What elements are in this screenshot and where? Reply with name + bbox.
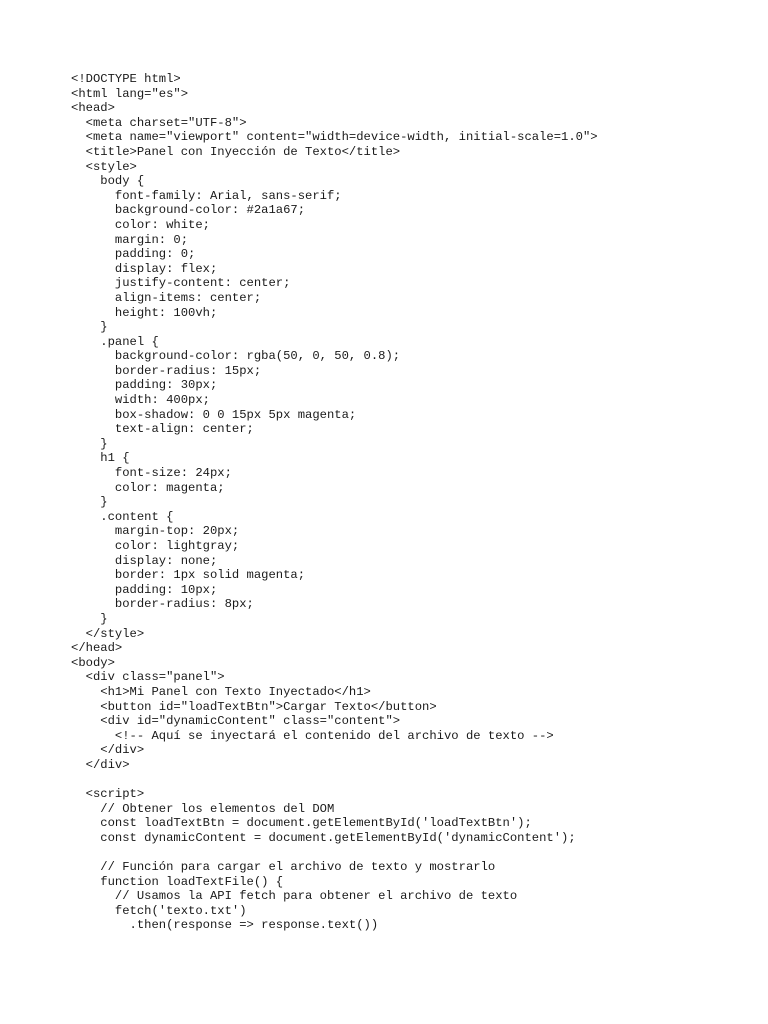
- code-line: border-radius: 15px;: [71, 363, 262, 378]
- code-line: <script>: [71, 787, 145, 802]
- code-line: <h1>Mi Panel con Texto Inyectado</h1>: [71, 684, 371, 699]
- code-line: margin: 0;: [71, 232, 189, 247]
- code-line: padding: 30px;: [71, 378, 218, 393]
- code-line: border-radius: 8px;: [71, 597, 254, 612]
- code-line: color: lightgray;: [71, 539, 240, 553]
- code-line: }: [71, 611, 108, 626]
- code-line: align-items: center;: [71, 290, 262, 305]
- code-line: function loadTextFile() {: [71, 874, 284, 889]
- code-line: display: none;: [71, 553, 218, 568]
- code-line: padding: 10px;: [71, 582, 218, 597]
- code-line: padding: 0;: [71, 247, 196, 262]
- code-listing: [71, 72, 751, 933]
- code-line: [71, 773, 751, 788]
- code-line: <title>Panel con Inyección de Texto</title>: [71, 144, 401, 159]
- code-line: <div id="dynamicContent" class="content">: [71, 714, 401, 729]
- code-line: [71, 845, 751, 860]
- code-line: background-color: #2a1a67;: [71, 203, 306, 218]
- code-line: .panel {: [71, 334, 159, 349]
- code-line: </style>: [71, 626, 145, 641]
- code-line: <!DOCTYPE html>: [71, 72, 181, 86]
- code-line: color: white;: [71, 217, 210, 232]
- code-line: <html lang="es">: [71, 86, 189, 101]
- code-line: const dynamicContent = document.getElementById('dynamicContent');: [71, 830, 576, 845]
- code-line: font-family: Arial, sans-serif;: [71, 188, 342, 203]
- code-line: width: 400px;: [71, 393, 210, 408]
- code-line: body {: [71, 174, 145, 189]
- code-line: .then(response => response.text()): [71, 918, 379, 933]
- code-line: .content {: [71, 509, 174, 524]
- code-line: <meta charset="UTF-8">: [71, 115, 247, 130]
- code-line: </div>: [71, 743, 145, 758]
- code-line: margin-top: 20px;: [71, 524, 240, 539]
- code-line: <head>: [71, 101, 115, 116]
- code-line: <style>: [71, 159, 137, 174]
- code-line: color: magenta;: [71, 480, 225, 495]
- code-line: background-color: rgba(50, 0, 50, 0.8);: [71, 349, 401, 364]
- code-line: h1 {: [71, 451, 130, 466]
- code-line: <button id="loadTextBtn">Cargar Texto</button>: [71, 699, 437, 714]
- code-line: text-align: center;: [71, 422, 254, 437]
- code-line: }: [71, 495, 108, 510]
- code-line: border: 1px solid magenta;: [71, 568, 306, 583]
- code-line: justify-content: center;: [71, 276, 291, 291]
- code-line: const loadTextBtn = document.getElementById('loadTextBtn');: [71, 816, 532, 831]
- code-line: <div class="panel">: [71, 670, 225, 685]
- code-line: font-size: 24px;: [71, 466, 232, 481]
- code-line: // Obtener los elementos del DOM: [71, 801, 335, 816]
- code-line: // Usamos la API fetch para obtener el archivo de texto: [71, 889, 518, 904]
- code-line: display: flex;: [71, 261, 218, 276]
- code-line: <body>: [71, 655, 115, 670]
- code-line: height: 100vh;: [71, 305, 218, 320]
- code-line: </head>: [71, 641, 123, 656]
- code-line: <!-- Aquí se inyectará el contenido del archivo de texto -->: [71, 728, 554, 743]
- code-line: </div>: [71, 757, 130, 772]
- code-line: }: [71, 320, 108, 335]
- code-line: <meta name="viewport" content="width=device-width, initial-scale=1.0">: [71, 130, 598, 145]
- code-line: }: [71, 436, 108, 451]
- code-line: fetch('texto.txt'): [71, 903, 247, 918]
- code-line: box-shadow: 0 0 15px 5px magenta;: [71, 407, 357, 422]
- code-line: // Función para cargar el archivo de texto y mostrarlo: [71, 860, 496, 875]
